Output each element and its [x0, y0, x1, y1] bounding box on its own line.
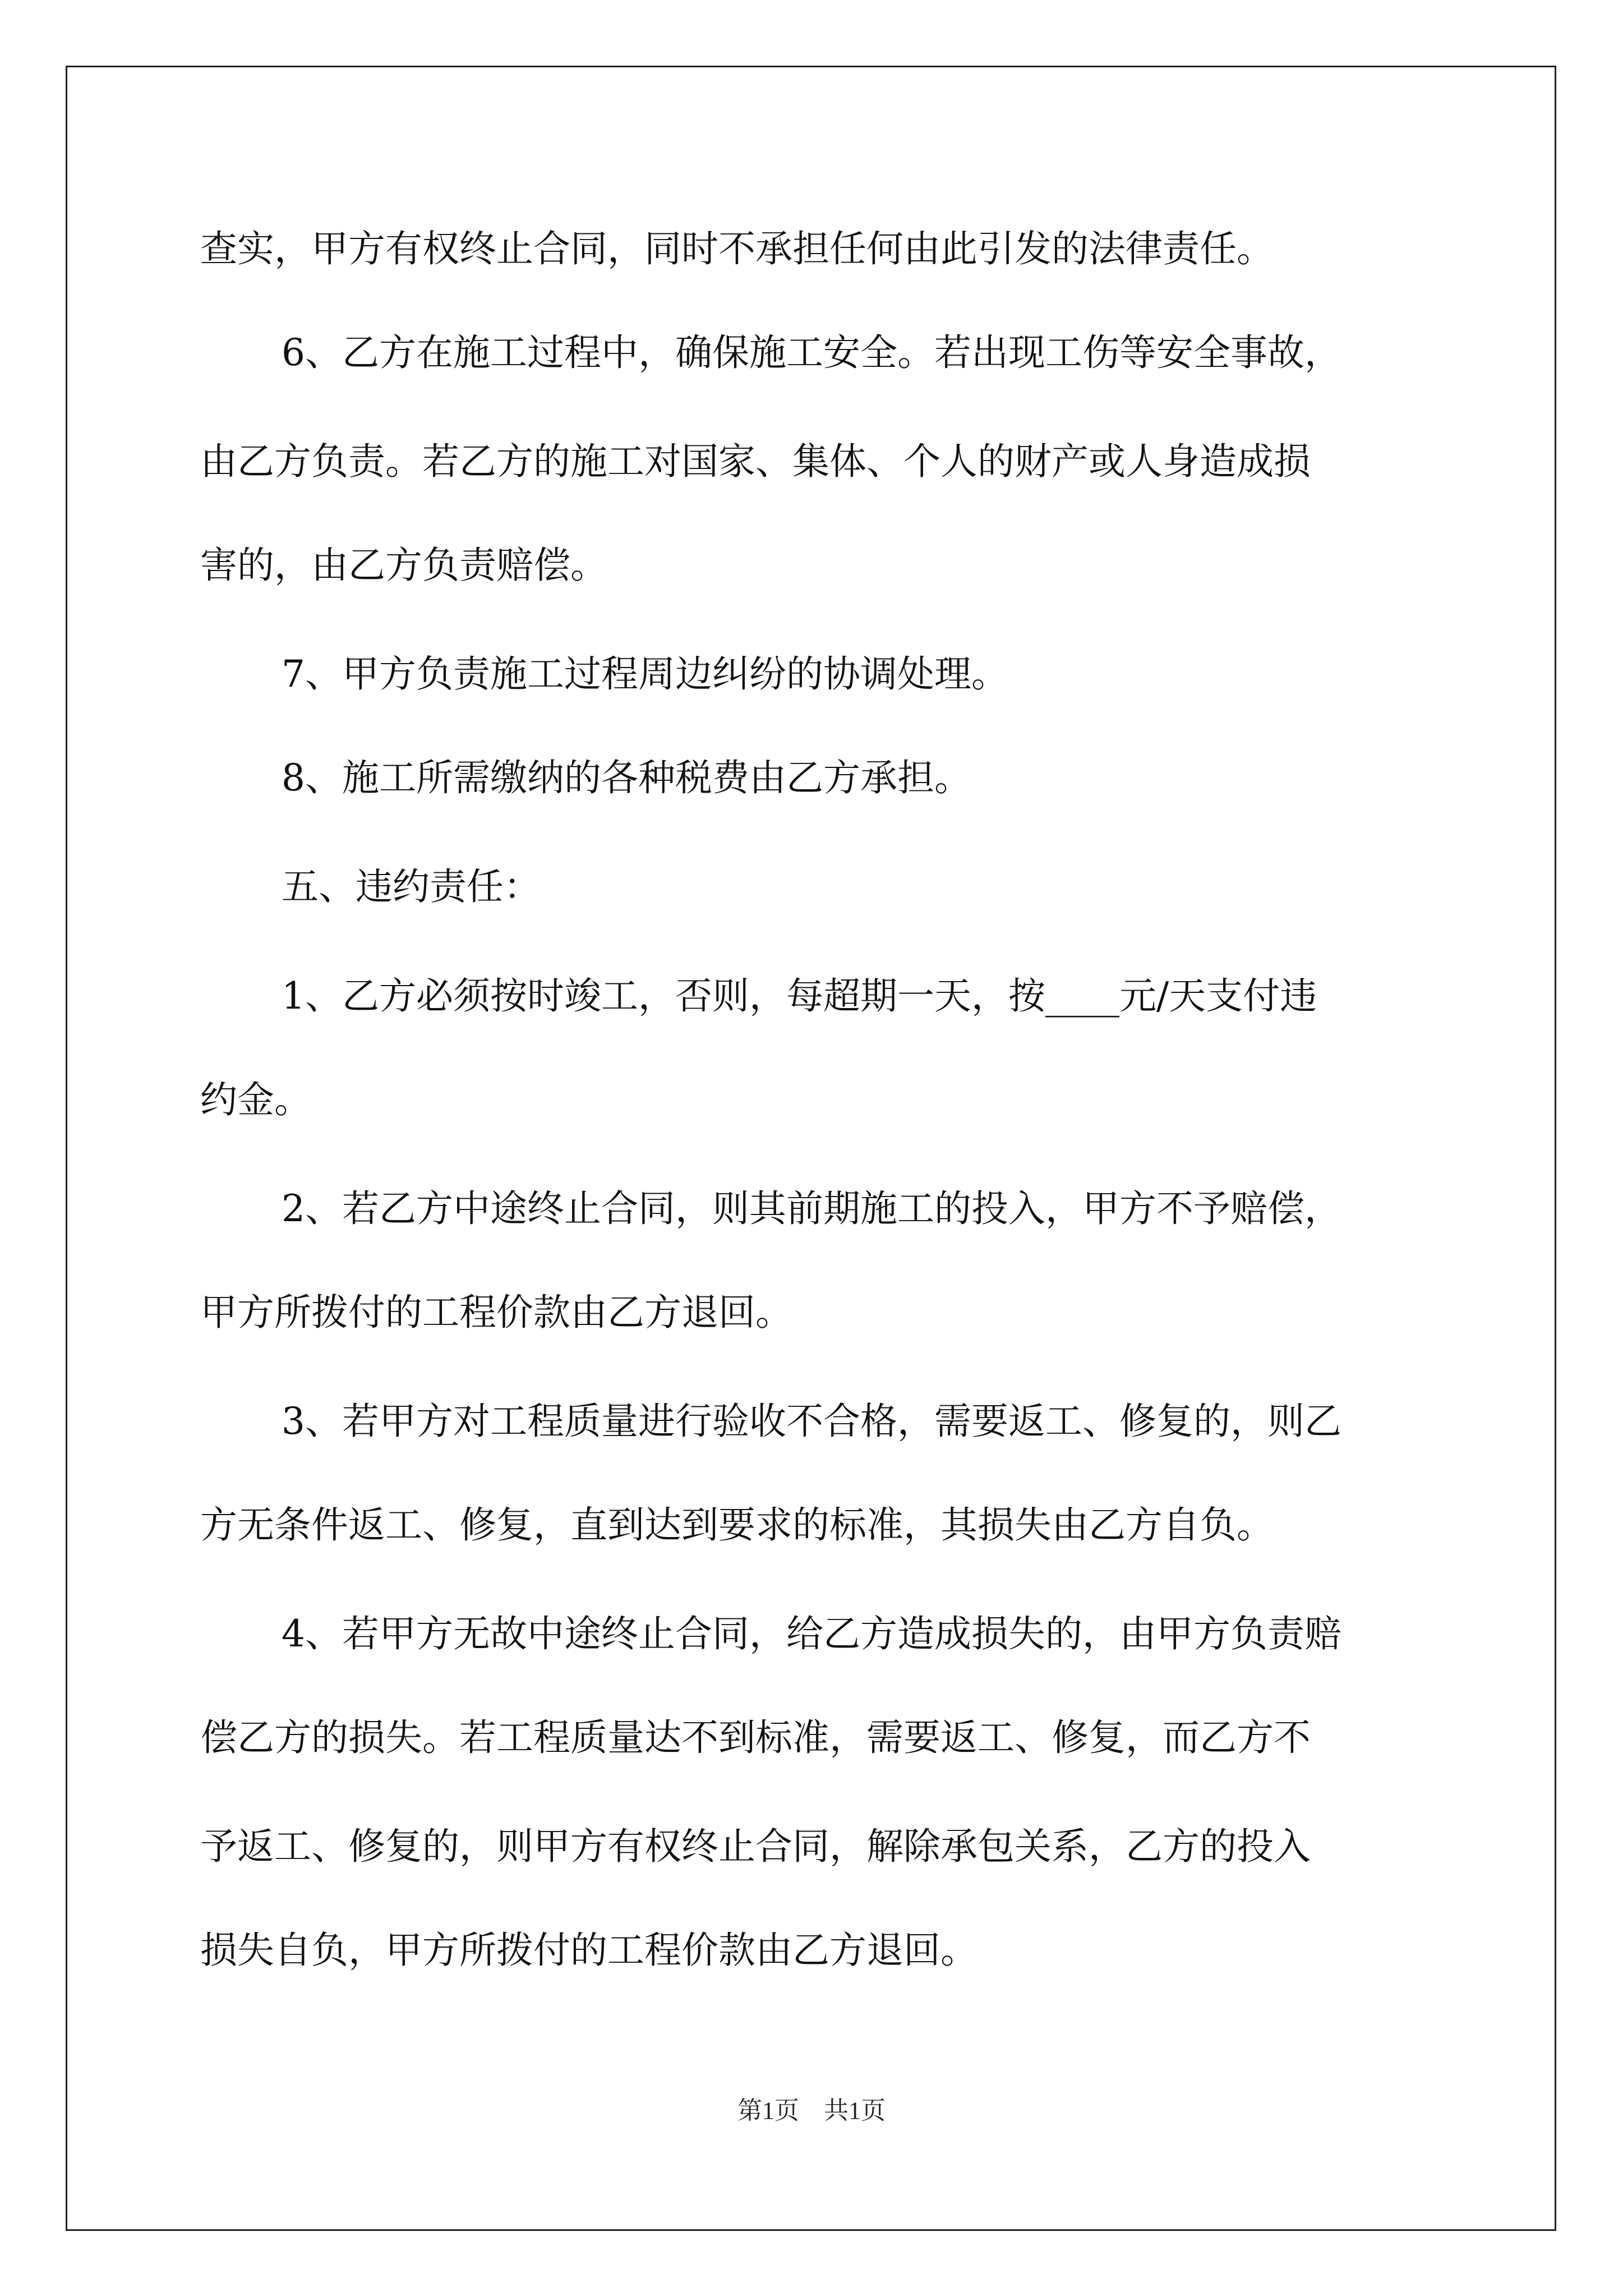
text-line: 方无条件返工、修复，直到达到要求的标准，其损失由乙方自负。 [200, 1503, 1274, 1547]
text-line: 偿乙方的损失。若工程质量达不到标准，需要返工、修复，而乙方不 [200, 1716, 1311, 1759]
text-line: 7、甲方负责施工过程周边纠纷的协调处理。 [282, 652, 1008, 696]
text-line: 4、若甲方无故中途终止合同，给乙方造成损失的，由甲方负责赔 [282, 1612, 1341, 1655]
text-line: 甲方所拨付的工程价款由乙方退回。 [200, 1291, 792, 1334]
page-border [66, 66, 1556, 2231]
section-heading: 五、违约责任： [282, 865, 541, 908]
text-line: 害的，由乙方负责赔偿。 [200, 544, 607, 587]
text-line: 损失自负，甲方所拨付的工程价款由乙方退回。 [200, 1929, 978, 1972]
text-line: 3、若甲方对工程质量进行验收不合格，需要返工、修复的，则乙 [282, 1400, 1341, 1443]
text-line: 2、若乙方中途终止合同，则其前期施工的投入，甲方不予赔偿， [282, 1187, 1341, 1230]
text-line: 6、乙方在施工过程中，确保施工安全。若出现工伤等安全事故， [282, 331, 1341, 374]
text-line: 8、施工所需缴纳的各种税费由乙方承担。 [282, 756, 971, 799]
text-line: 约金。 [200, 1078, 311, 1121]
text-line: 1、乙方必须按时竣工，否则，每超期一天，按____元/天支付违 [282, 974, 1317, 1018]
text-line: 予返工、修复的，则甲方有权终止合同，解除承包关系，乙方的投入 [200, 1825, 1311, 1868]
page-number-footer: 第1页 共1页 [737, 2097, 886, 2124]
text-line: 查实，甲方有权终止合同，同时不承担任何由此引发的法律责任。 [200, 227, 1274, 270]
text-line: 由乙方负责。若乙方的施工对国家、集体、个人的财产或人身造成损 [200, 440, 1311, 483]
